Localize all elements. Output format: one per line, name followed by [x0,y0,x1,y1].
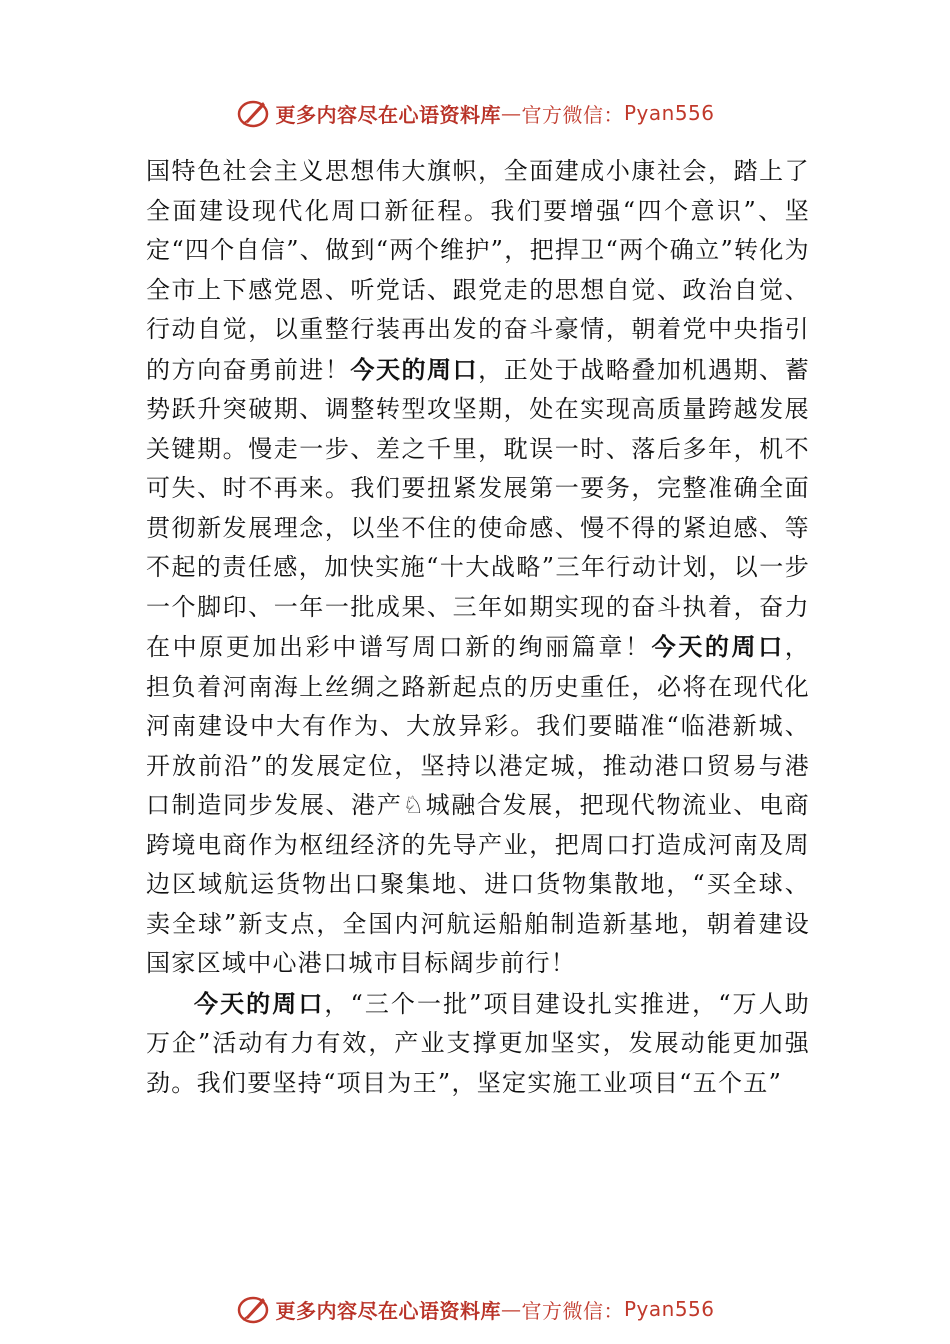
paragraph-text: ，“三个一批”项目建设扎实推进，“万人助万企”活动有力有效，产业支撑更加坚实，发展动能更加强劲。我们要坚持“项目为王”，坚定实施工业项目“五个五” [146,989,811,1097]
header-watermark [0,96,950,130]
watermark-label: 官方微信： [521,1298,624,1323]
watermark-separator: — [500,101,522,125]
paragraph-text: ，正处于战略叠加机遇期、蓄势跃升突破期、调整转型攻坚期，处在实现高质量跨越发展关键期。慢走一步、差之千里，耽误一时、落后多年，机不可失、时不再来。我们要扭紧发展第一要务，完整准确全面贯彻新发展理念，以坐不住的使命感、慢不得的紧迫感、等不起的责任感，加快实施“十大战略”三年行动计划，以一步一个脚印、一年一批成果、三年如期实现的奋斗执着，奋力在中原更加出彩中谱写周口新的绚丽篇章！ [146,355,811,661]
footer-watermark [0,1292,950,1326]
paragraph-new [146,984,810,1104]
watermark-brand: 更多内容尽在心语资料库 [275,102,501,127]
emphasis-heading: 今天的周口 [350,354,479,384]
watermark-wechat-id: Pyan556 [623,1297,715,1321]
quill-logo-icon [235,1292,271,1326]
emphasis-heading: 今天的周口 [194,988,325,1018]
paragraph-continued [146,152,810,984]
quill-logo-icon [235,96,271,130]
watermark-separator: — [500,1297,522,1321]
paragraph-text: 国特色社会主义思想伟大旗帜，全面建成小康社会，踏上了全面建设现代化周口新征程。我们要增强“四个意识”、坚定“四个自信”、做到“两个维护”，把捍卫“两个确立”转化为全市上下感党恩、听党话、跟党走的思想自觉、政治自觉、行动自觉，以重整行装再出发的奋斗豪情，朝着党中央指引的方向奋勇前进！ [146,157,810,384]
watermark-brand: 更多内容尽在心语资料库 [275,1298,501,1323]
paragraph-text: ， 担负着河南海上丝绸之路新起点的历史重任，必将在现代化河南建设中大有作为、大放异彩。我们要瞄准“临港新城、开放前沿”的发展定位，坚持以港定城，推动港口贸易与港口制造同步发展、港产♘城融合发展，把现代物流业、电商跨境电商作为枢纽经济的先导产业，把周口打造成河南及周边区域航运货物出口聚集地、进口货物集散地，“买全球、卖全球”新支点，全国内河航运船舶制造新基地，朝着建设国家区域中心港口城市目标阔步前行！ [146,633,810,977]
document-body [146,152,810,1103]
watermark-wechat-id: Pyan556 [623,101,715,125]
watermark-label: 官方微信： [521,102,624,127]
emphasis-heading: 今天的周口 [651,632,785,661]
